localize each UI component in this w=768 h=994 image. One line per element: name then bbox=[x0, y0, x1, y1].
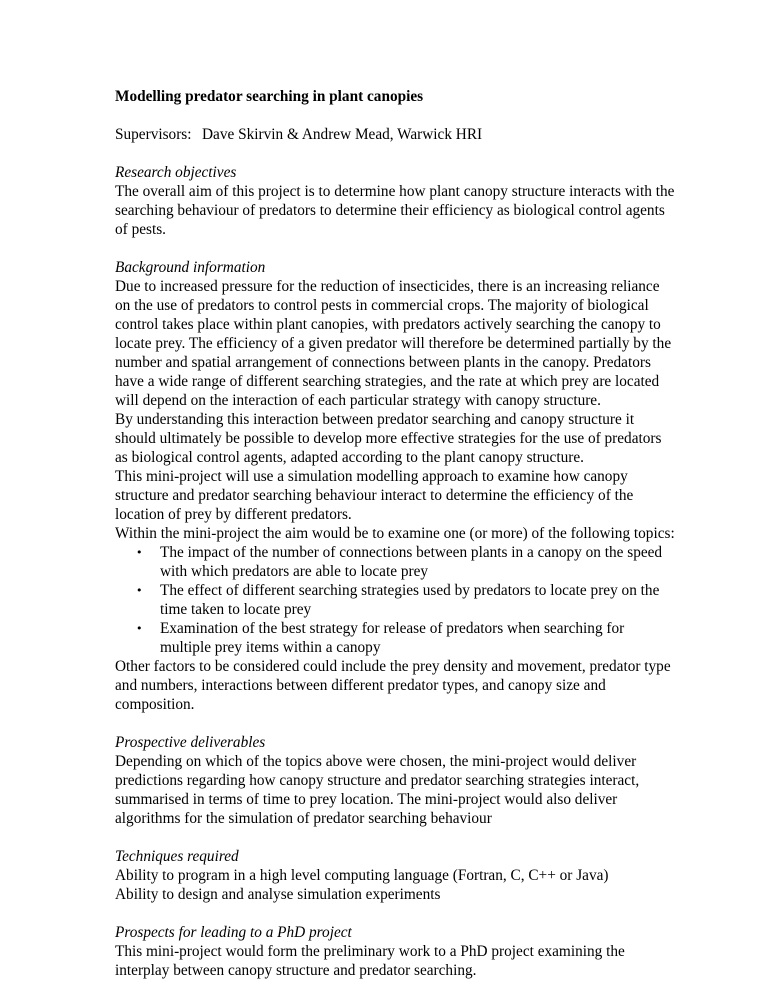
background-section bbox=[115, 258, 675, 714]
supervisors-value: Dave Skirvin & Andrew Mead, Warwick HRI bbox=[202, 126, 483, 143]
techniques-heading: Techniques required bbox=[115, 848, 239, 865]
list-item bbox=[115, 581, 675, 619]
techniques-line-2: Ability to design and analyse simulation experiments bbox=[115, 886, 441, 903]
background-paragraph-3: This mini-project will use a simulation modelling approach to examine how canopy structure and predator searching behaviour interact to determine the efficiency of the location of prey by different predators. bbox=[115, 468, 634, 523]
research-objectives-section bbox=[115, 163, 675, 239]
deliverables-heading: Prospective deliverables bbox=[115, 734, 266, 751]
research-objectives-heading: Research objectives bbox=[115, 164, 237, 181]
topic-text: The impact of the number of connections between plants in a canopy on the speed with which predators are able to locate prey bbox=[160, 544, 663, 580]
bullet-icon: • bbox=[136, 622, 143, 635]
background-paragraph-4: Within the mini-project the aim would be to examine one (or more) of the following topics: bbox=[115, 525, 675, 542]
topic-text: Examination of the best strategy for release of predators when searching for multiple prey items within a canopy bbox=[160, 620, 625, 656]
topics-list bbox=[115, 543, 675, 657]
techniques-line-1: Ability to program in a high level computing language (Fortran, C, C++ or Java) bbox=[115, 867, 609, 884]
list-item bbox=[115, 619, 675, 657]
topic-text: The effect of different searching strategies used by predators to locate prey on the time taken to locate prey bbox=[160, 582, 660, 618]
prospects-section bbox=[115, 923, 675, 980]
deliverables-section bbox=[115, 733, 675, 828]
list-item bbox=[115, 543, 675, 581]
techniques-section bbox=[115, 847, 675, 904]
prospects-text: This mini-project would form the preliminary work to a PhD project examining the interplay between canopy structure and predator searching. bbox=[115, 943, 625, 979]
document-title: Modelling predator searching in plant canopies bbox=[115, 88, 424, 105]
background-heading: Background information bbox=[115, 259, 266, 276]
background-paragraph-5: Other factors to be considered could include the prey density and movement, predator type and numbers, interactions between different predator types, and canopy size and composition. bbox=[115, 658, 671, 713]
prospects-heading: Prospects for leading to a PhD project bbox=[115, 924, 352, 941]
supervisors-label: Supervisors: bbox=[115, 126, 192, 143]
supervisors-line bbox=[115, 125, 675, 144]
background-paragraph-1: Due to increased pressure for the reduction of insecticides, there is an increasing reliance on the use of predators to control pests in commercial crops. The majority of biological control takes place within plant canopies, with predators actively searching the canopy to locate prey. The efficiency of a given predator will therefore be determined partially by the number and spatial arrangement of connections between plants in the canopy. Predators have a wide range of different searching strategies, and the rate at which prey are located will depend on the interaction of each particular strategy with canopy structure. bbox=[115, 278, 672, 409]
background-paragraph-2: By understanding this interaction between predator searching and canopy structure it should ultimately be possible to develop more effective strategies for the use of predators as biological control agents, adapted according to the plant canopy structure. bbox=[115, 411, 662, 466]
bullet-icon: • bbox=[136, 546, 143, 559]
document-page bbox=[115, 87, 675, 980]
bullet-icon: • bbox=[136, 584, 143, 597]
deliverables-text: Depending on which of the topics above were chosen, the mini-project would deliver predictions regarding how canopy structure and predator searching strategies interact, summarised in terms of time to prey location. The mini-project would also deliver algorithms for the simulation of predator searching behaviour bbox=[115, 753, 640, 827]
research-objectives-text: The overall aim of this project is to determine how plant canopy structure interacts with the searching behaviour of predators to determine their efficiency as biological control agents of pests. bbox=[115, 183, 675, 238]
